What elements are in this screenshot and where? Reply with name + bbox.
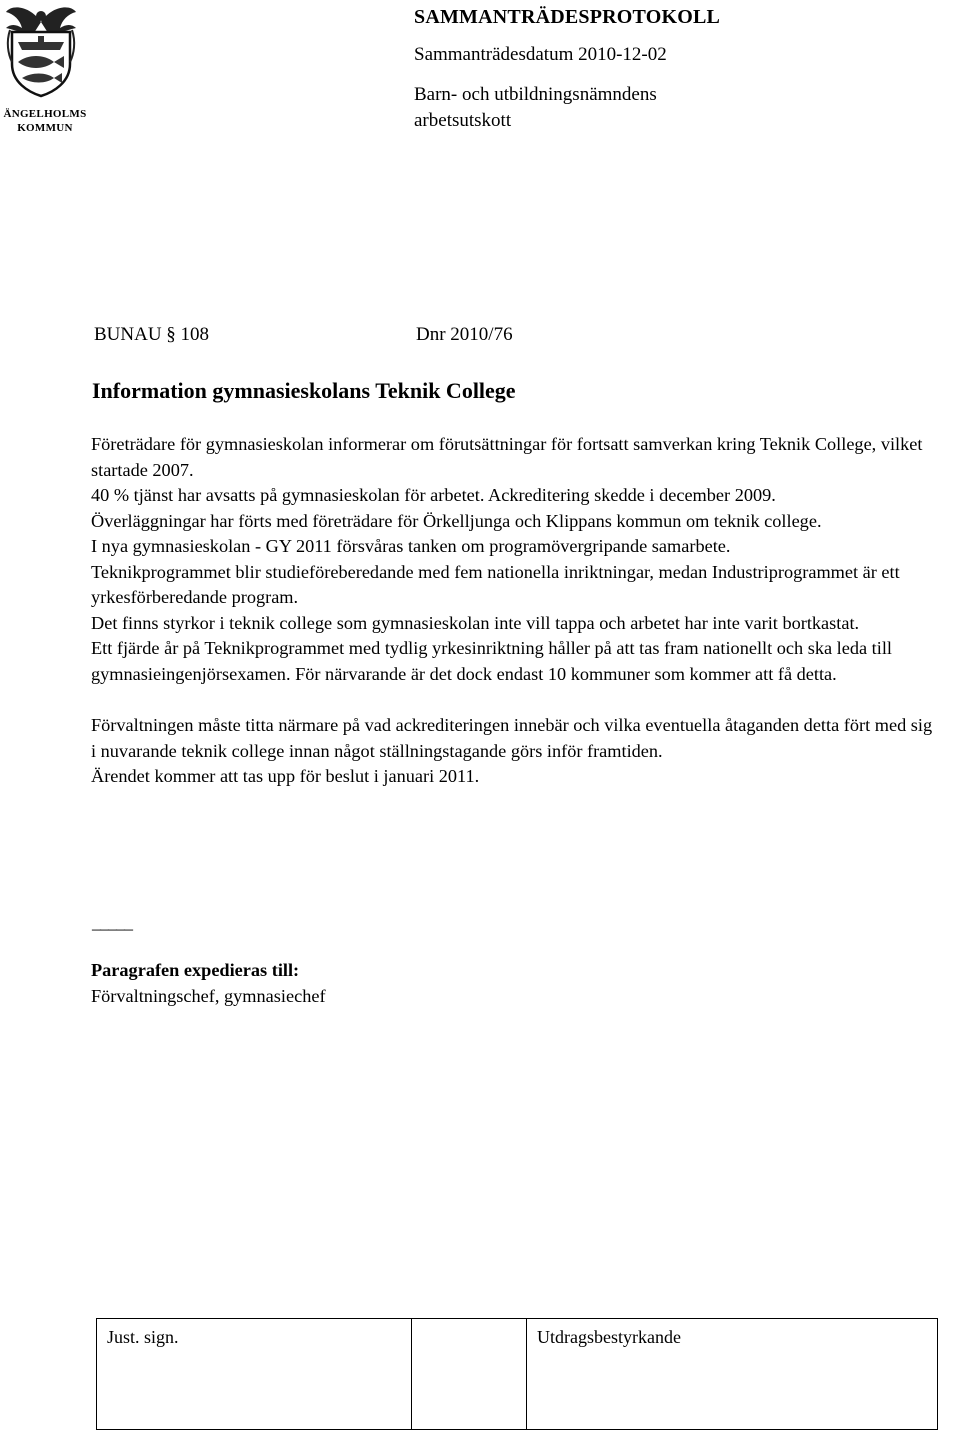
logo-name-line2: KOMMUN	[17, 122, 73, 134]
municipality-logo	[2, 2, 87, 134]
just-sign-label: Just. sign.	[107, 1327, 179, 1347]
body-paragraph: I nya gymnasieskolan - GY 2011 försvåras tanken om programövergripande samarbete.	[91, 536, 731, 556]
blank-sign-cell	[412, 1319, 527, 1429]
item-body	[91, 432, 941, 790]
coat-of-arms-icon	[2, 2, 80, 98]
document-header	[414, 4, 934, 134]
expedition-label: Paragrafen expedieras till:	[91, 960, 300, 980]
item-title: Information gymnasieskolans Teknik College	[92, 378, 516, 403]
body-paragraph: Förvaltningen måste titta närmare på vad ackrediteringen innebär och vilka eventuella åtaganden detta fört med sig i nuvarande teknik college innan något ställningstagande görs inför framtiden.	[91, 715, 933, 761]
paragraph-number: BUNAU § 108	[94, 324, 210, 345]
body-paragraph: Överläggningar har förts med företrädare för Örkelljunga och Klippans kommun om teknik college.	[91, 510, 822, 531]
committee-name-line1: Barn- och utbildningsnämndens	[414, 84, 657, 105]
body-paragraph: Teknikprogrammet blir studieföreberedande med fem nationella inriktningar, medan Industriprogrammet är ett yrkesförberedande program.	[91, 561, 900, 607]
body-paragraph: Ett fjärde år på Teknikprogrammet med tydlig yrkesinriktning håller på att tas fram nationellt och ska leda till gymnasieingenjörsexamen. För närvarande är det dock endast 10 kommuner som kommer att få detta.	[91, 638, 892, 684]
body-paragraph: Företrädare för gymnasieskolan informerar om förutsättningar för fortsatt samverkan kring Teknik College, vilket startade 2007.	[91, 434, 923, 480]
committee-name-line2: arbetsutskott	[414, 110, 512, 131]
expedition-recipients: Förvaltningschef, gymnasiechef	[91, 985, 326, 1006]
meeting-date: Sammanträdesdatum 2010-12-02	[414, 44, 667, 65]
separator-line: _____	[92, 912, 132, 932]
reference-row	[94, 322, 513, 348]
just-sign-cell	[97, 1319, 412, 1429]
diary-number: Dnr 2010/76	[416, 324, 513, 345]
logo-name-line1: ÄNGELHOLMS	[3, 108, 87, 120]
expedition-section	[91, 958, 791, 1009]
body-paragraph: Ärendet kommer att tas upp för beslut i januari 2011.	[91, 766, 480, 786]
signature-box	[96, 1318, 938, 1430]
body-paragraph: Det finns styrkor i teknik college som gymnasieskolan inte vill tappa och arbetet har inte varit bortkastat.	[91, 612, 860, 633]
document-type: SAMMANTRÄDESPROTOKOLL	[414, 6, 721, 28]
body-paragraph: 40 % tjänst har avsatts på gymnasieskolan för arbetet. Ackreditering skedde i december 2009.	[91, 485, 776, 505]
certification-cell	[527, 1319, 937, 1429]
certification-label: Utdragsbestyrkande	[537, 1327, 681, 1347]
